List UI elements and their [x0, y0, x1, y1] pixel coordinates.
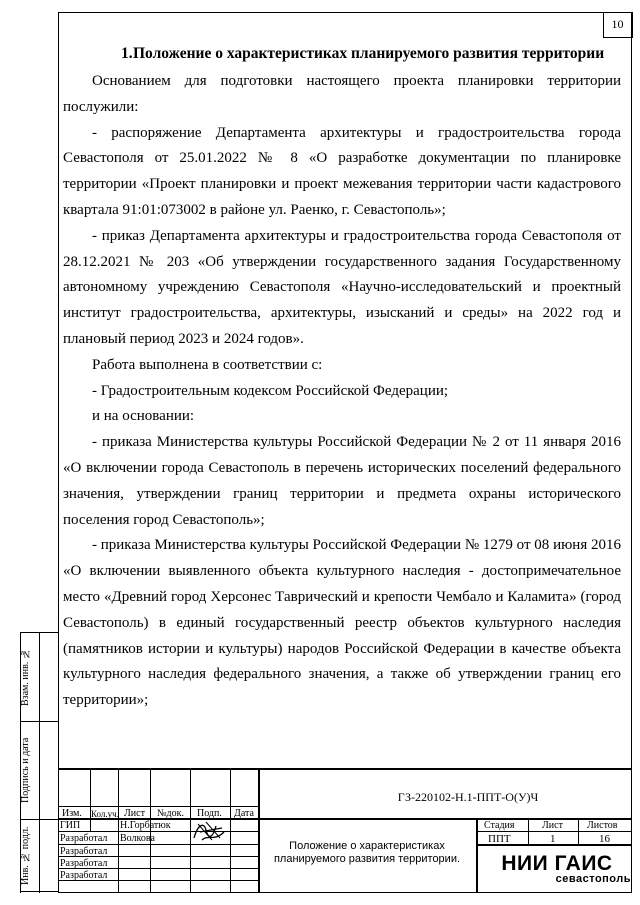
role-razrabotal: Разработал	[60, 858, 108, 869]
tb-vline	[118, 768, 119, 893]
sheets-value: 16	[599, 833, 610, 845]
role-razrabotal: Разработал	[60, 846, 108, 857]
tb-vline	[476, 818, 478, 893]
strip-row-line	[20, 819, 58, 820]
page-number: 10	[603, 12, 633, 38]
document-body	[63, 43, 621, 714]
page-frame	[58, 12, 632, 893]
paragraph: и на основании:	[92, 408, 195, 425]
paragraph: - приказ Департамента архитектуры и градостроительства города Севастополя от 28.12.2021 № 203 «Об утверждении государственного задания Государственному автономному учреждению Севастополя «Научно-исследовательский и проектный институт градостроительства, архитектуры, изысканий и среды» на 2022 год и плановый период 2023 и 2024 годов».	[63, 227, 621, 347]
paragraph: - приказа Министерства культуры Российской Федерации № 2 от 11 января 2016 «О включении города Севастополь в перечень исторических поселений федерального значения, утверждении границ территории и предмета охраны исторического поселения город Севастополь»;	[63, 434, 621, 528]
org-name: НИИ ГАИС	[501, 852, 613, 875]
header-podp: Подп.	[197, 808, 222, 819]
tb-vline	[528, 818, 529, 845]
role-razrabotal: Разработал	[60, 870, 108, 881]
sheets-header: Листов	[587, 820, 618, 831]
vzam-inv-label: Взам. инв. №	[20, 648, 31, 706]
header-data: Дата	[234, 808, 254, 819]
paragraph: - распоряжение Департамента архитектуры и градостроительства города Севастополя от 25.01.2022 № 8 «О разработке документации по планировке территории «Проект планировки и проект межевания территории части кадастрового квартала 91:01:073002 в районе ул. Раенко, г. Севастополь»;	[63, 124, 621, 218]
tb-vline	[190, 768, 191, 893]
tb-vline	[578, 818, 579, 845]
tb-vline	[258, 768, 260, 893]
paragraph: Основанием для подготовки настоящего проекта планировки территории послужили:	[63, 73, 621, 115]
paragraph: - приказа Министерства культуры Российской Федерации № 1279 от 08 июня 2016 «О включении выявленного объекта культурного наследия - достопримечательное место «Древний город Херсонес Таврический и крепости Чембало и Каламита» (город Севастополь) в единый государственный реестр объектов культурного наследия (памятников истории и культуры) народов Российской Федерации в качестве объекта культурного наследия федерального значения, а также об утверждении границ его территории»;	[63, 537, 621, 709]
section-heading	[63, 43, 621, 65]
org-city: севастополь	[555, 873, 631, 885]
organization-logo	[483, 854, 631, 885]
strip-row-line	[20, 721, 58, 722]
header-izm: Изм.	[62, 808, 82, 819]
tb-vline	[90, 768, 91, 831]
stage-header: Стадия	[484, 820, 515, 831]
role-razrabotal: Разработал	[60, 833, 108, 844]
inv-podl-label: Инв. № подл.	[20, 826, 31, 885]
header-ndok: №док.	[157, 808, 184, 819]
heading-number: 1.	[121, 45, 133, 62]
paragraph: - Градостроительным кодексом Российской Федерации;	[92, 382, 449, 399]
strip-top-line	[20, 632, 58, 633]
tb-line	[58, 768, 632, 770]
heading-text: Положение о характеристиках планируемого развития территории	[133, 45, 605, 62]
tb-line	[58, 806, 258, 807]
paragraph: Работа выполнена в соответствии с:	[92, 356, 323, 373]
role-gip: ГИП	[60, 820, 81, 831]
podpis-data-label: Подпись и дата	[20, 737, 31, 804]
document-code: ГЗ-220102-Н.1-ППТ-О(У)Ч	[397, 790, 539, 804]
sheet-value: 1	[550, 833, 556, 845]
tb-vline	[230, 768, 231, 893]
strip-bottom-line	[20, 891, 58, 892]
header-list: Лист	[124, 808, 145, 819]
header-kol-uch: Кол.уч.	[91, 809, 119, 819]
signature-scribble	[192, 818, 228, 846]
stage-value: ППТ	[488, 833, 511, 845]
title-block	[58, 768, 632, 893]
document-title: Положение о характеристиках планируемого развития территории.	[273, 840, 461, 865]
sheet-header: Лист	[542, 820, 563, 831]
name-volkova: Волкова	[120, 833, 155, 844]
left-margin-stamp	[20, 632, 58, 893]
name-gorbatyuk: Н.Горбатюк	[120, 820, 171, 831]
